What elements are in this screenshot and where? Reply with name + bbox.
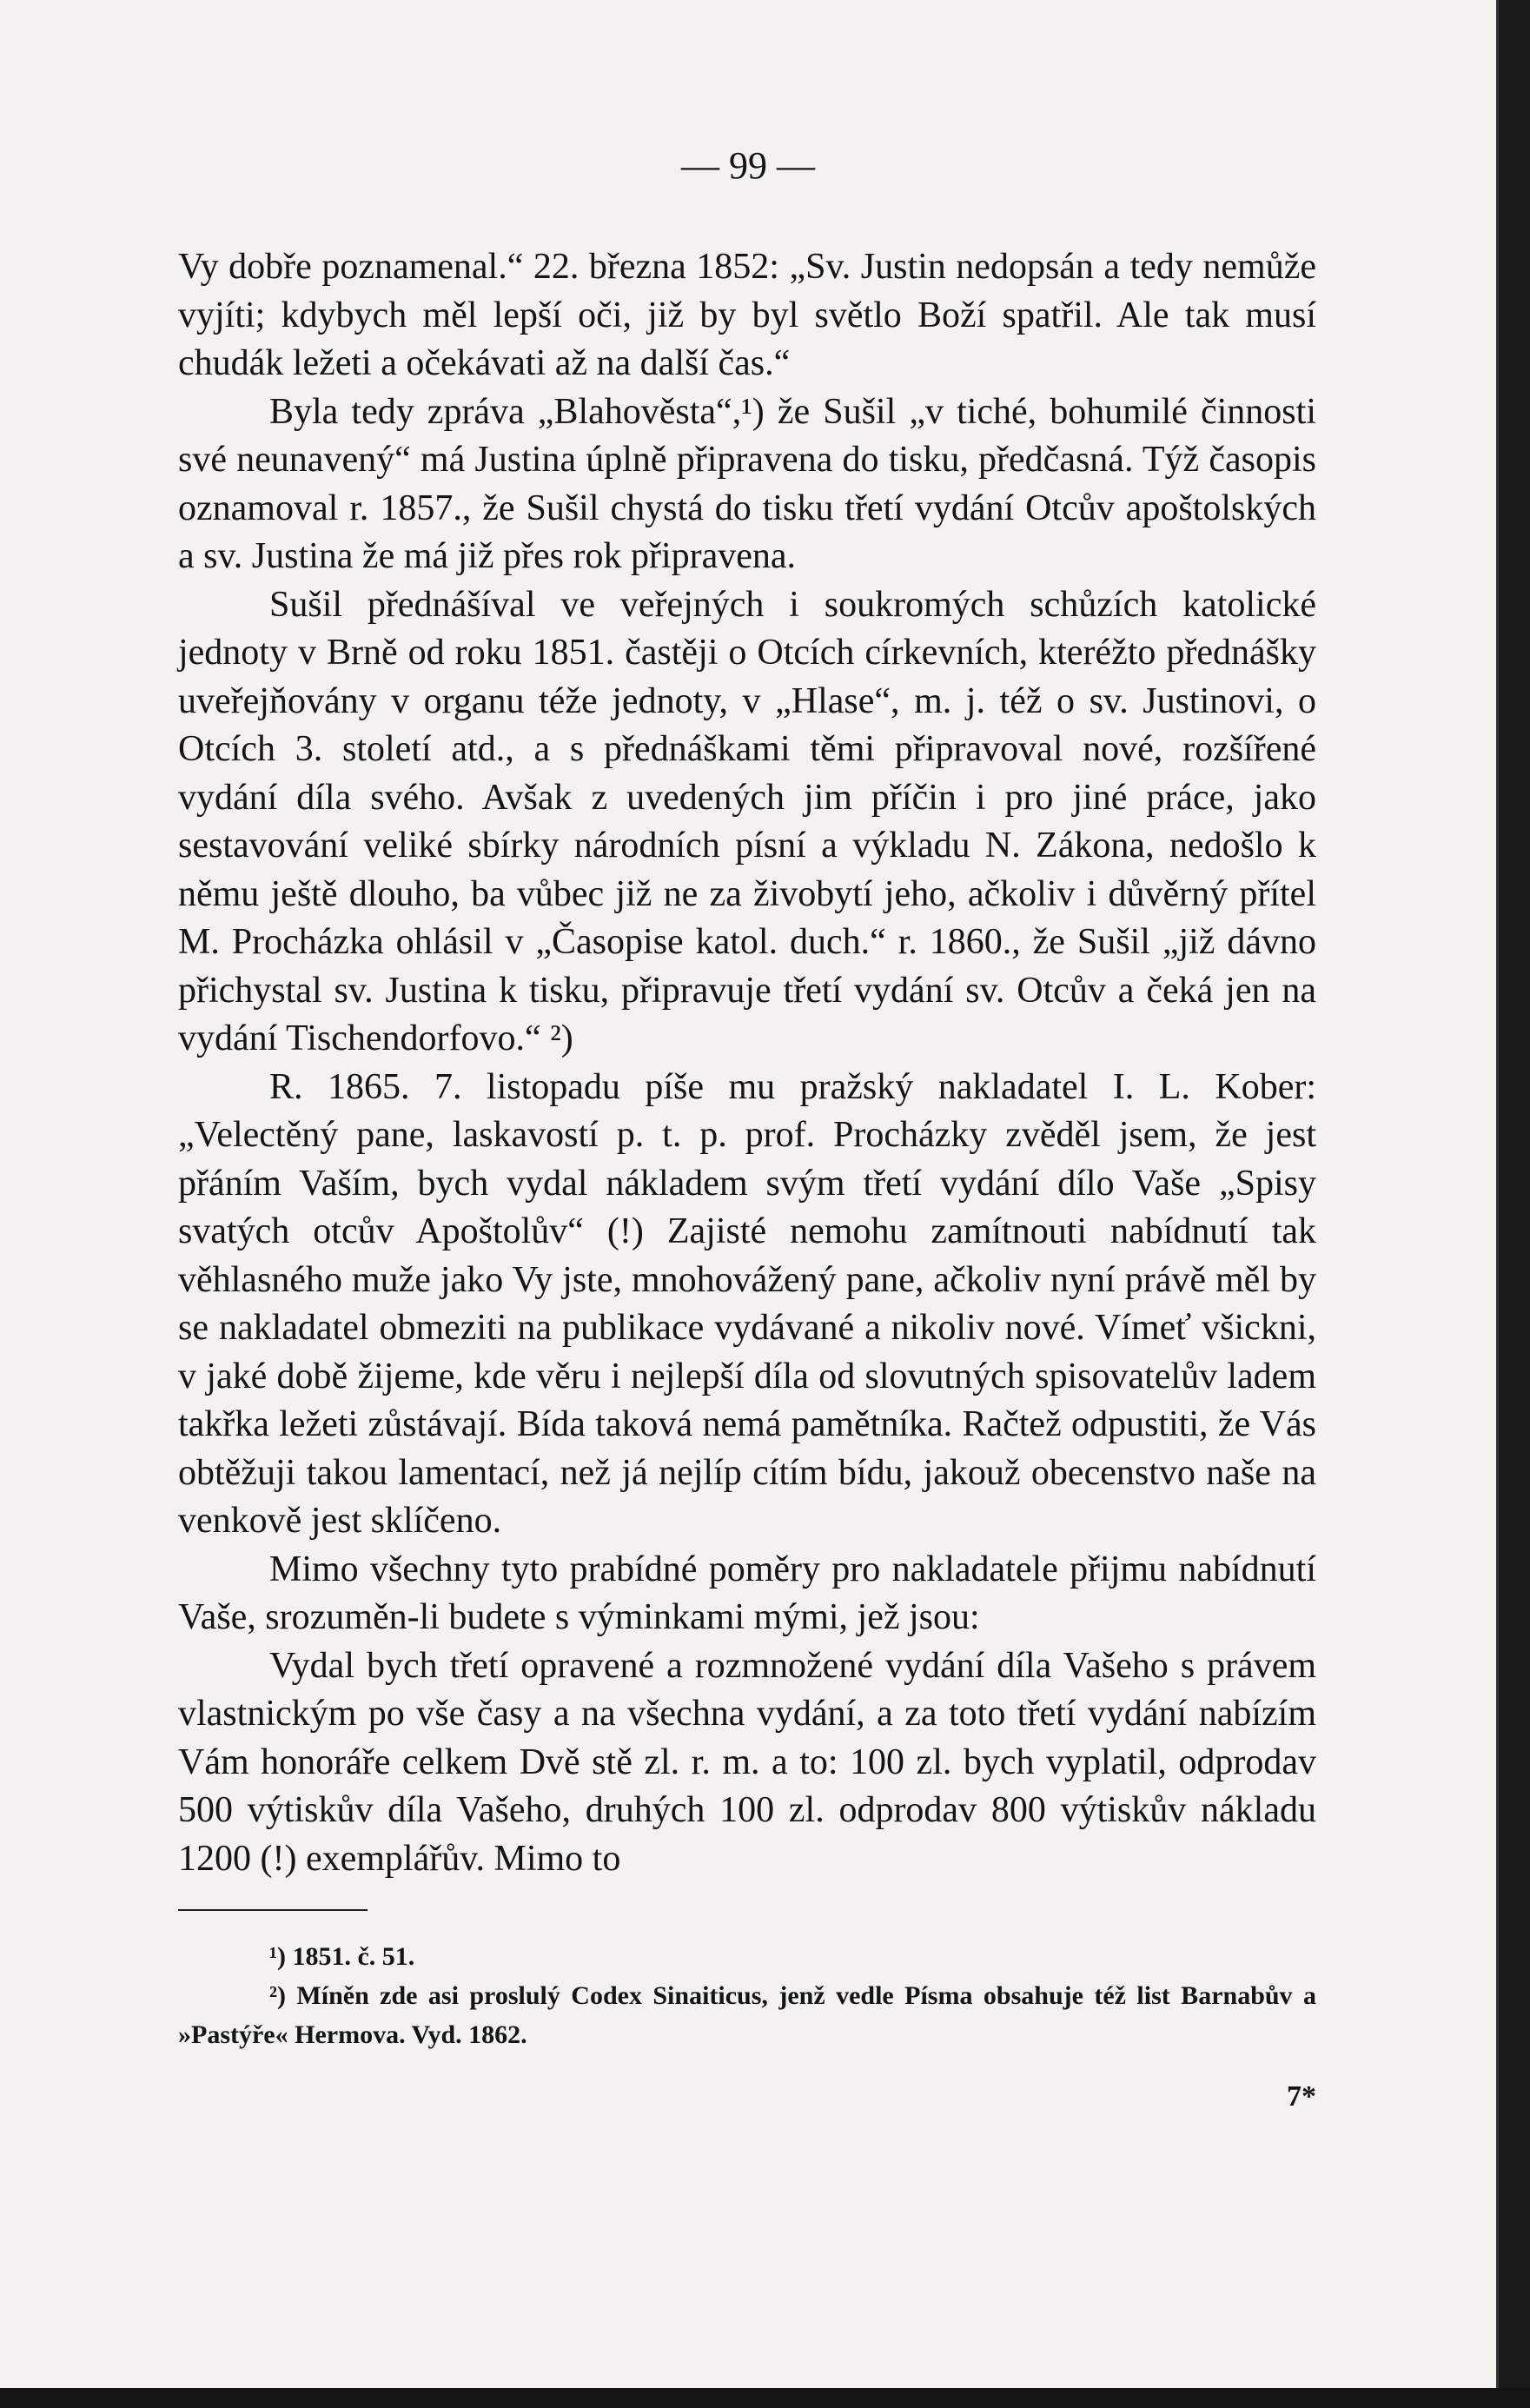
footnotes: [178, 1937, 1316, 2054]
paragraph: Sušil přednášíval ve veřejných i soukromých schůzích katolické jednoty v Brně od roku 1851. častěji o Otcích církevních, kteréžto přednášky uveřejňovány v organu téže jednoty, v „Hlase“, m. j. též o sv. Justinovi, o Otcích 3. století atd., a s přednáškami těmi připravoval nové, rozšířené vydání díla svého. Avšak z uvedených jim příčin i pro jiné práce, jako sestavování veliké sbírky národních písní a výkladu N. Zákona, nedošlo k němu ještě dlouho, ba vůbec již ne za živobytí jeho, ačkoliv i důvěrný přítel M. Procházka ohlásil v „Časopise katol. duch.“ r. 1860., že Sušil „již dávno přichystal sv. Justina k tisku, připravuje třetí vydání sv. Otcův a čeká jen na vydání Tischendorfovo.“ ²): [178, 584, 1316, 1058]
page-number: — 99 —: [681, 144, 815, 187]
footnote: ²) Míněn zde asi proslulý Codex Sinaiticus, jenž vedle Písma obsahuje též list Barnabův a »Pastýře« Hermova. Vyd. 1862.: [178, 1981, 1316, 2049]
signature-mark: 7*: [1287, 2080, 1316, 2113]
main-text: [178, 243, 1316, 1883]
footnote-divider: [178, 1909, 368, 1911]
paragraph: Vydal bych třetí opravené a rozmnožené vydání díla Vašeho s právem vlastnickým po vše časy a na všechna vydání, a za toto třetí vydání nabízím Vám honoráře celkem Dvě stě zl. r. m. a to: 100 zl. bych vyplatil, odprodav 500 výtiskův díla Vašeho, druhých 100 zl. odprodav 800 výtiskův nákladu 1200 (!) exemplářův. Mimo to: [178, 1645, 1316, 1879]
paragraph: Vy dobře poznamenal.“ 22. března 1852: „Sv. Justin nedopsán a tedy nemůže vyjíti; kdybych měl lepší oči, již by byl světlo Boží spatřil. Ale tak musí chudák ležeti a očekávati až na další čas.“: [178, 247, 1316, 383]
footnote: ¹) 1851. č. 51.: [269, 1942, 415, 1971]
paragraph: Mimo všechny tyto prabídné poměry pro nakladatele přijmu nabídnutí Vaše, srozuměn-li budete s výminkami mými, jež jsou:: [178, 1549, 1316, 1637]
paragraph: R. 1865. 7. listopadu píše mu pražský nakladatel I. L. Kober: „Velectěný pane, laskavostí p. t. p. prof. Procházky zvěděl jsem, že jest přáním Vaším, bych vydal nákladem svým třetí vydání dílo Vaše „Spisy svatých otcův Apoštolův“ (!) Zajisté nemohu zamítnouti nabídnutí tak věhlasného muže jako Vy jste, mnohovážený pane, ačkoliv nyní právě měl by se nakladatel obmeziti na publikace vydávané a nikoliv nové. Vímeť všickni, v jaké době žijeme, kde věru i nejlepší díla od slovutných spisovatelův ladem takřka ležeti zůstávají. Bída taková nemá pamětníka. Račtež odpustiti, že Vás obtěžuji takou lamentací, než já nejlíp cítím bídu, jakouž obecenstvo naše na venkově jest sklíčeno.: [178, 1066, 1316, 1541]
paragraph: Byla tedy zpráva „Blahověsta“,¹) že Sušil „v tiché, bohumilé činnosti své neunavený“ má Justina úplně připravena do tisku, předčasná. Týž časopis oznamoval r. 1857., že Sušil chystá do tisku třetí vydání Otcův apoštolských a sv. Justina že má již přes rok připravena.: [178, 391, 1316, 576]
page-edge-shadow: [0, 2388, 1530, 2408]
